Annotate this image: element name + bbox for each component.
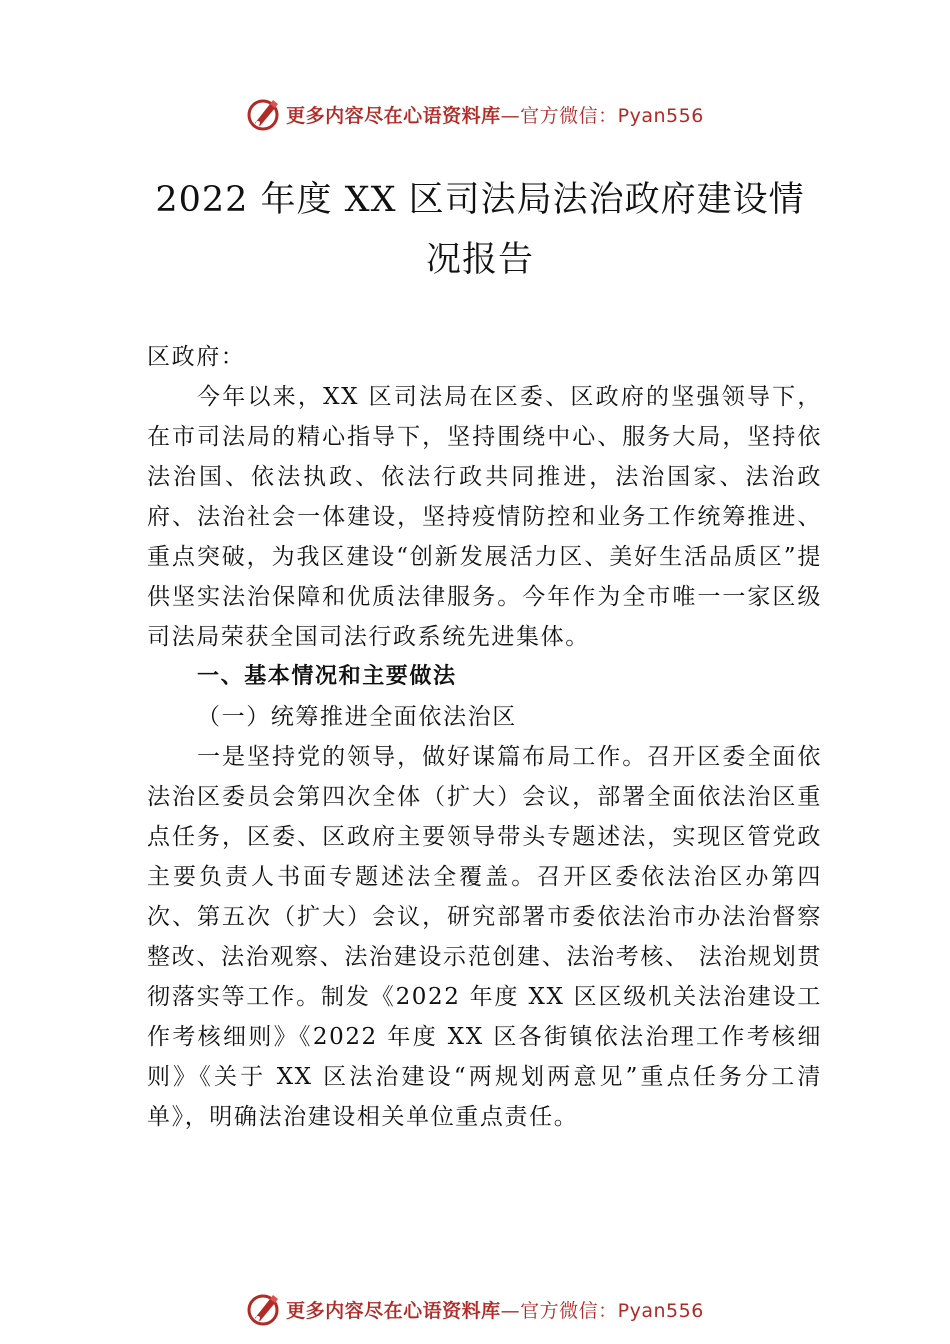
document-body (147, 337, 822, 1137)
paragraph-intro: 今年以来，XX 区司法局在区委、区政府的坚强领导下，在市司法局的精心指导下，坚持围绕中心、服务大局，坚持依法治国、依法执政、依法行政共同推进，法治国家、法治政府、法治社会一体建设，坚持疫情防控和业务工作统筹推进、重点突破，为我区建设“创新发展活力区、美好生活品质区”提供坚实法治保障和优质法律服务。今年作为全市唯一一家区级司法局荣获全国司法行政系统先进集体。 (147, 384, 822, 650)
document-title (100, 170, 860, 290)
section-heading: 一、基本情况和主要做法 (197, 664, 457, 689)
header-banner (0, 94, 950, 134)
title-line-2: 况报告 (425, 240, 534, 280)
salutation: 区政府： (147, 344, 246, 370)
pen-logo-icon (246, 96, 282, 132)
pen-logo-icon (246, 1291, 282, 1327)
subsection-heading: （一）统筹推进全面依法治区 (197, 704, 517, 730)
banner-contact: —官方微信：Pyan556 (500, 1299, 704, 1322)
banner-text: 更多内容尽在心语资料库 (286, 1299, 501, 1322)
banner-contact: —官方微信：Pyan556 (500, 104, 704, 127)
banner-text: 更多内容尽在心语资料库 (286, 104, 501, 127)
footer-banner (0, 1289, 950, 1329)
title-line-1: 2022 年度 XX 区司法局法治政府建设情 (155, 180, 805, 220)
paragraph-detail: 一是坚持党的领导，做好谋篇布局工作。召开区委全面依法治区委员会第四次全体（扩大）会议，部署全面依法治区重点任务，区委、区政府主要领导带头专题述法，实现区管党政主要负责人书面专题述法全覆盖。召开区委依法治区办第四次、第五次（扩大）会议，研究部署市委依法治市办法治督察整改、法治观察、法治建设示范创建、法治考核、 法治规划贯彻落实等工作。制发《2022 年度 XX 区区级机关法治建设工作考核细则》《2022 年度 XX 区各街镇依法治理工作考核细则》《关于 XX 区法治建设“两规划两意见”重点任务分工清单》，明确法治建设相关单位重点责任。 (147, 744, 822, 1130)
